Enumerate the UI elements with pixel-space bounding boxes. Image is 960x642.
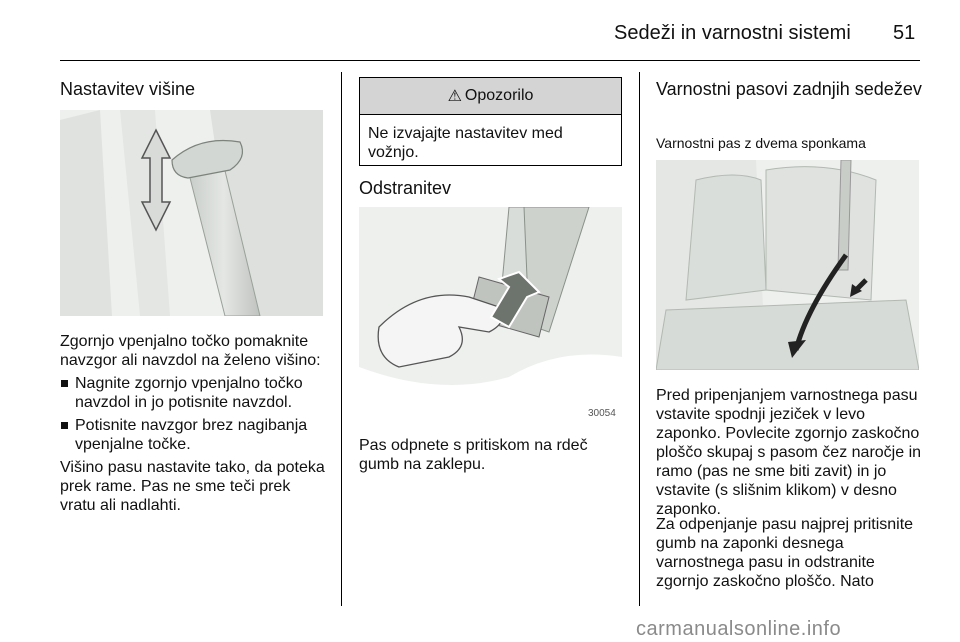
section-title: Sedeži in varnostni sistemi [614,22,851,44]
heading-rear-seatbelts: Varnostni pasovi zadnjih sedežev [656,79,922,99]
paragraph-buckling: Pred pripenjanjem varnostnega pasu vstavite spodnji jeziček v levo zaponko. Povlecite zgornjo zaskočno ploščo skupaj s pasom čez naročje in ramo (pas ne sme biti zavit) in jo vstavite (s slišnim klikom) v desno zaponko. [656,387,922,518]
paragraph-unbuckling: Za odpenjanje pasu najprej pritisnite gumb na zaponki desnega varnostnega pasu in odstranite zgornjo zaskočno ploščo. Nato [656,516,914,590]
bullet-item-2: Potisnite navzgor brez nagibanja vpenjalne točke. [60,416,322,454]
figure-rear-seatbelt [656,160,919,370]
heading-removal: Odstranitev [359,178,452,198]
paragraph-height-intro: Zgornjo vpenjalno točko pomaknite navzgor ali navzdol na želeno višino: [60,333,321,369]
watermark: carmanualsonline.info [636,618,842,640]
figure-code: 30054 [588,408,616,419]
page-number: 51 [893,22,916,44]
subheading-two-buckle-belt: Varnostni pas z dvema sponkama [656,135,866,151]
figure-belt-height [60,110,323,316]
warning-title: Opozorilo [464,87,534,104]
warning-triangle-icon: ⚠ [447,88,462,105]
column-divider-2 [639,72,640,606]
column-divider-1 [341,72,342,606]
figure-buckle-release [359,207,622,421]
warning-header [360,78,621,115]
heading-height-adjustment: Nastavitev višine [60,79,196,99]
paragraph-height-note: Višino pasu nastavite tako, da poteka prek rame. Pas ne sme teči prek vratu ali nadlahti. [60,459,325,514]
header-rule [60,60,920,61]
warning-text: Ne izvajajte nastavitev med vožnjo. [368,125,563,161]
page-header [0,0,960,62]
warning-box [359,77,622,166]
paragraph-removal: Pas odpnete s pritiskom na rdeč gumb na zaklepu. [359,437,588,473]
bullet-item-1: Nagnite zgornjo vpenjalno točko navzdol in jo potisnite navzdol. [60,374,322,412]
